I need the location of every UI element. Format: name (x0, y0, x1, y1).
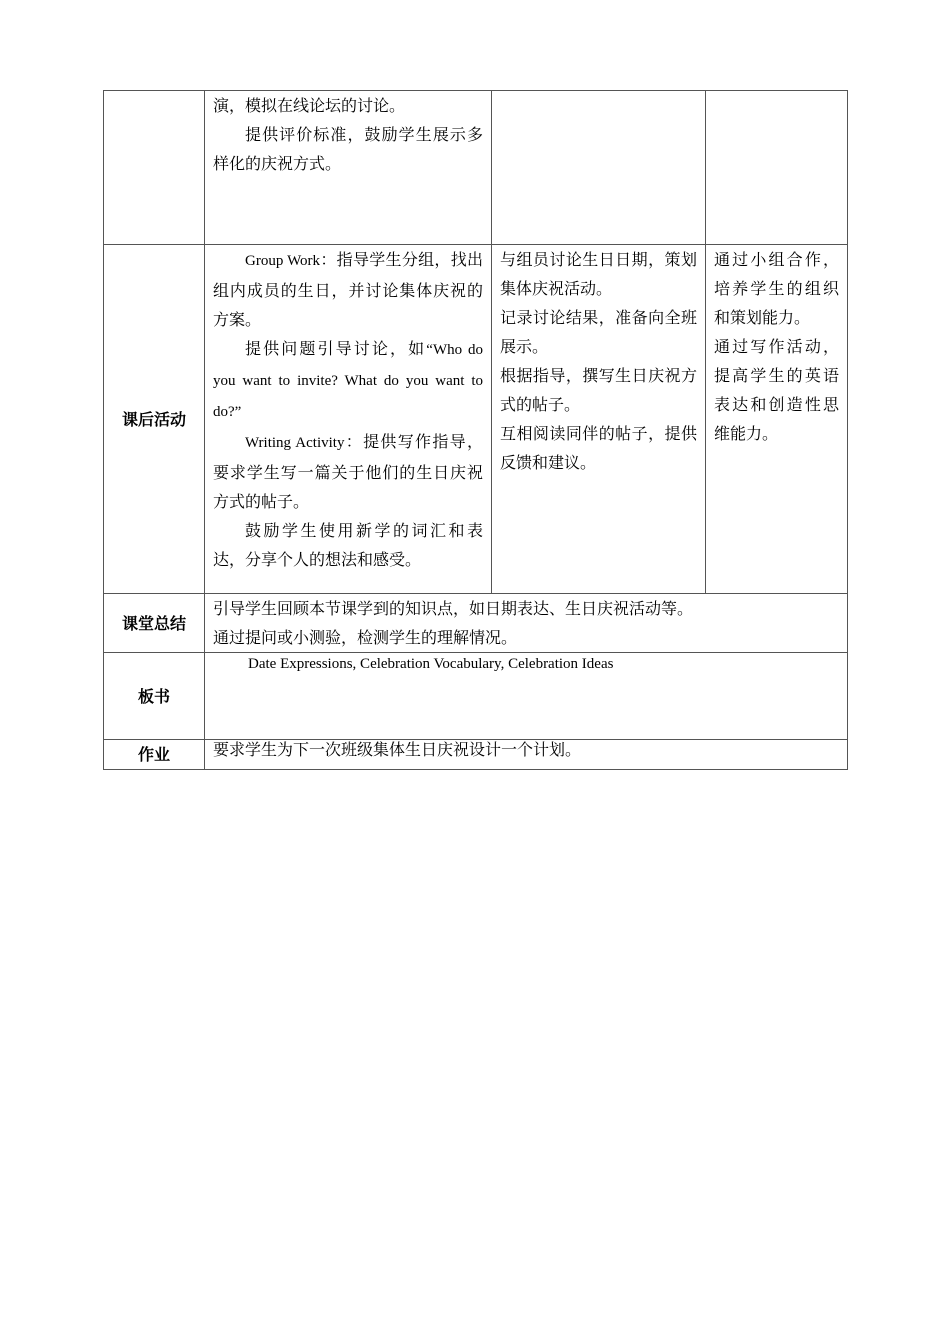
row-label-after-class: 课后活动 (104, 245, 205, 594)
group-work-paragraph (213, 245, 483, 334)
question-paragraph (213, 334, 483, 427)
purpose-line: 通过小组合作，培养学生的组织和策划能力。 (714, 250, 839, 327)
design-purpose-cell (706, 91, 848, 245)
student-activity-cell (492, 245, 706, 594)
student-line: 与组员讨论生日日期，策划集体庆祝活动。 (500, 250, 697, 298)
student-line: 根据指导，撰写生日庆祝方式的帖子。 (500, 366, 697, 414)
writing-en: Writing Activity (245, 435, 345, 451)
homework-cell (205, 740, 848, 770)
purpose-line: 通过写作活动，提高学生的英语表达和创造性思维能力。 (714, 337, 839, 443)
design-purpose-cell (706, 245, 848, 594)
lesson-plan-table (103, 90, 848, 770)
student-line: 互相阅读同伴的帖子，提供反馈和建议。 (500, 424, 697, 472)
blackboard-text: Date Expressions, Celebration Vocabulary, Celebration Ideas (248, 656, 614, 672)
homework-text: 要求学生为下一次班级集体生日庆祝设计一个计划。 (213, 740, 582, 759)
group-work-en: Group Work (245, 253, 321, 269)
row-label-continuation (104, 91, 205, 245)
table-row-continuation (104, 91, 848, 245)
writing-paragraph (213, 427, 483, 516)
summary-line: 引导学生回顾本节课学到的知识点，如日期表达、生日庆祝活动等。 (213, 599, 694, 618)
blackboard-cell (205, 653, 848, 740)
question-en: “Who do you want to invite? What do you want to do?” (213, 342, 483, 420)
table-row-after-class (104, 245, 848, 594)
group-work-zh: ：指导学生分组，找出组内成员的生日，并讨论集体庆祝的方案。 (213, 250, 483, 329)
table-row-blackboard (104, 653, 848, 740)
teacher-line: 提供评价标准，鼓励学生展示多样化的庆祝方式。 (213, 125, 483, 173)
row-label-summary: 课堂总结 (104, 594, 205, 653)
summary-cell (205, 594, 848, 653)
question-zh: 提供问题引导讨论，如 (245, 339, 427, 358)
teacher-activity-cell (205, 245, 492, 594)
encourage-paragraph: 鼓励学生使用新学的词汇和表达，分享个人的想法和感受。 (213, 521, 483, 569)
teacher-line: 演，模拟在线论坛的讨论。 (213, 96, 406, 115)
row-label-homework: 作业 (104, 740, 205, 770)
teacher-activity-cell (205, 91, 492, 245)
table-row-summary (104, 594, 848, 653)
table-row-homework (104, 740, 848, 770)
student-line: 记录讨论结果，准备向全班展示。 (500, 308, 697, 356)
row-label-blackboard: 板书 (104, 653, 205, 740)
student-activity-cell (492, 91, 706, 245)
writing-zh: ：提供写作指导，要求学生写一篇关于他们的生日庆祝方式的帖子。 (213, 432, 483, 511)
summary-line: 通过提问或小测验，检测学生的理解情况。 (213, 628, 518, 647)
